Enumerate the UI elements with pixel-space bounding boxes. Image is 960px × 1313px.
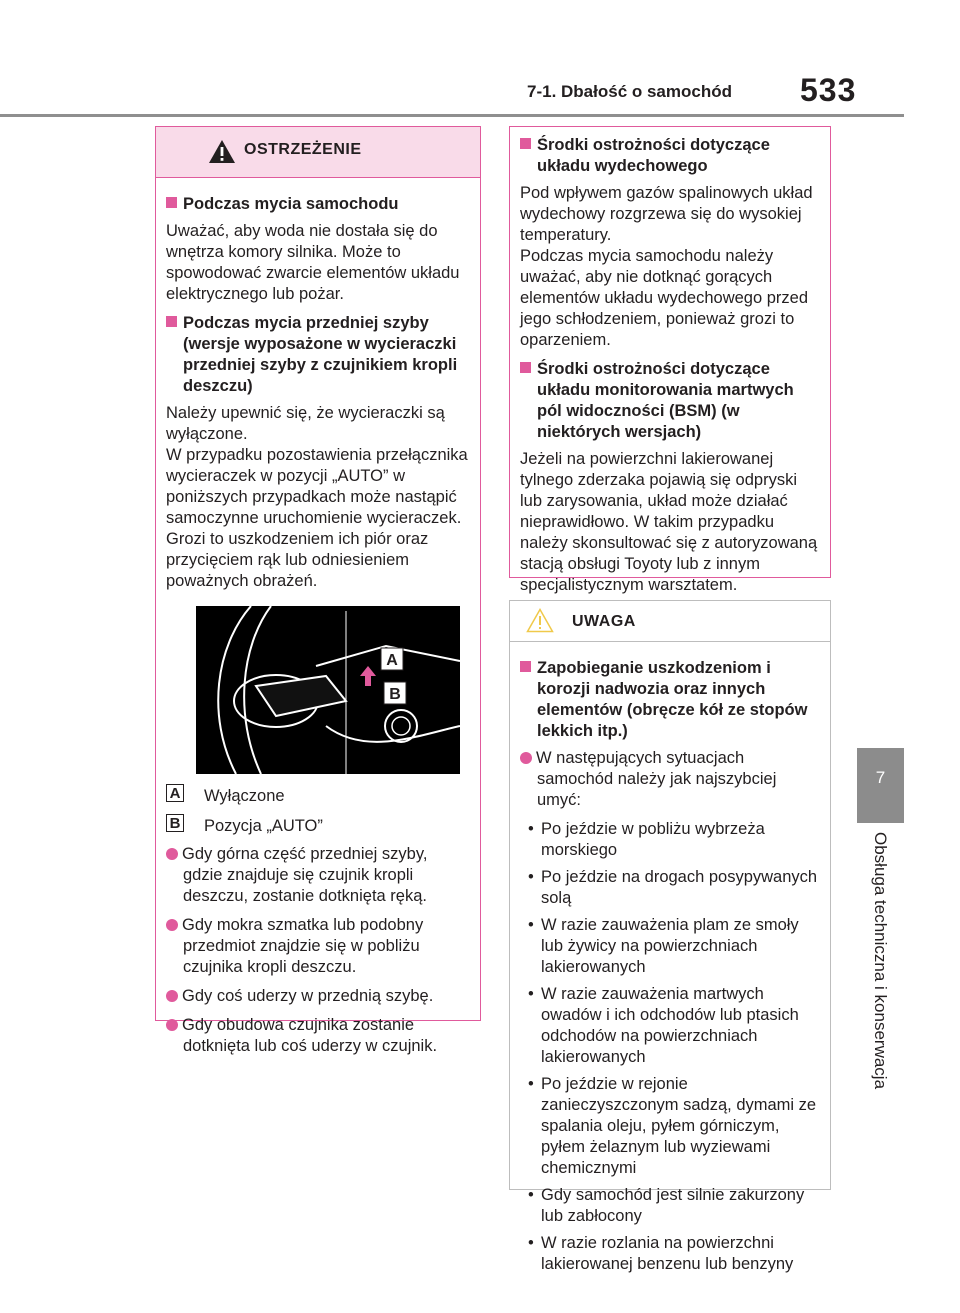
warning-heading-2: Podczas mycia przedniej szyby (wersje wyposażone w wycieraczki przedniej szyby z czujnikiem kropli deszczu) — [166, 313, 470, 397]
wiper-switch-figure — [196, 606, 460, 774]
notice-item: • W razie rozlania na powierzchni lakierowanej benzenu lub benzyny — [520, 1233, 820, 1275]
notice-box — [509, 600, 831, 1273]
warning-bullet: Gdy obudowa czujnika zostanie dotknięta lub coś uderzy w czujnik. — [166, 1015, 470, 1057]
circle-bullet-icon — [166, 990, 178, 1002]
exhaust-heading-1: Środki ostrożności dotyczące układu wydechowego — [520, 135, 820, 177]
circle-bullet-icon — [166, 848, 178, 860]
circle-bullet-icon — [520, 752, 532, 764]
notice-item: • Po jeździe na drogach posypywanych solą — [520, 867, 820, 909]
square-bullet-icon — [520, 138, 531, 149]
notice-item: • Gdy samochód jest silnie zakurzony lub zabłocony — [520, 1185, 820, 1227]
notice-title: UWAGA — [572, 613, 636, 630]
square-bullet-icon — [520, 661, 531, 672]
notice-heading: Zapobieganie uszkodzeniom i korozji nadwozia oraz innych elementów (obręcze kół ze stopów lekkich itp.) — [520, 658, 820, 742]
exhaust-heading-2: Środki ostrożności dotyczące układu monitorowania martwych pól widoczności (BSM) (w niektórych wersjach) — [520, 359, 820, 443]
warning-bullet: Gdy coś uderzy w przednią szybę. — [166, 986, 470, 1007]
square-bullet-icon — [166, 197, 177, 208]
warning-box — [155, 126, 481, 1055]
exhaust-paragraph-1b: Podczas mycia samochodu należy uważać, aby nie dotknąć gorących elementów układu wydechowego przed jego schłodzeniem, ponieważ grozi to oparzeniem. — [520, 247, 809, 349]
warning-paragraph-2a: Należy upewnić się, że wycieraczki są wyłączone. — [166, 404, 445, 443]
warning-triangle-icon — [208, 139, 236, 164]
header-rule — [0, 114, 904, 117]
legend-item-a: A Wyłączone — [166, 784, 470, 806]
exhaust-box — [509, 126, 831, 594]
chapter-tab: 7 — [857, 748, 904, 823]
circle-bullet-icon — [166, 1019, 178, 1031]
exhaust-paragraph-2: Jeżeli na powierzchni lakierowanej tylnego zderzaka pojawią się odpryski lub zarysowania, układ może działać nieprawidłowo. W takim przypadku należy skonsultować się z autoryzowaną stacją obsługi Toyoty lub z innym specjalistycznym warsztatem. — [520, 450, 818, 594]
warning-heading-1: Podczas mycia samochodu — [166, 194, 470, 215]
circle-bullet-icon — [166, 919, 178, 931]
notice-item: • W razie zauważenia martwych owadów i ich odchodów lub ptasich odchodów na powierzchniach lakierowanych — [520, 984, 820, 1068]
warning-box-header — [156, 127, 480, 178]
warning-paragraph-1: Uważać, aby woda nie dostała się do wnętrza komory silnika. Może to spowodować zwarcie elementów układu elektrycznego lub pożar. — [166, 222, 460, 303]
exhaust-paragraph-1a: Pod wpływem gazów spalinowych układ wydechowy rozgrzewa się do wysokiej temperatury. — [520, 184, 813, 244]
warning-bullet: Gdy górna część przedniej szyby, gdzie znajduje się czujnik kropli deszczu, zostanie dotknięta ręką. — [166, 844, 470, 907]
figure-label-b: B — [389, 686, 401, 703]
notice-item: • W razie zauważenia plam ze smoły lub żywicy na powierzchniach lakierowanych — [520, 915, 820, 978]
square-bullet-icon — [520, 362, 531, 373]
notice-item: • Po jeździe w pobliżu wybrzeża morskiego — [520, 819, 820, 861]
notice-box-header — [510, 601, 830, 642]
page-number: 533 — [800, 72, 857, 108]
notice-item: • Po jeździe w rejonie zanieczyszczonym sadzą, dymami ze spalania oleju, pyłem górniczym, pyłem żelaznym lub wyziewami chemicznymi — [520, 1074, 820, 1179]
figure-label-a: A — [386, 652, 398, 669]
legend-item-b: B Pozycja „AUTO” — [166, 814, 470, 836]
warning-bullet: Gdy mokra szmatka lub podobny przedmiot znajdzie się w pobliżu czujnika kropli deszczu. — [166, 915, 470, 978]
notice-intro: W następujących sytuacjach samochód należy jak najszybciej umyć: — [520, 748, 820, 811]
warning-title: OSTRZEŻENIE — [244, 141, 362, 158]
square-bullet-icon — [166, 316, 177, 327]
warning-paragraph-2b: W przypadku pozostawienia przełącznika wycieraczek w pozycji „AUTO” w poniższych przypadkach może nastąpić samoczynne uruchomienie wycieraczek. Grozi to uszkodzeniem ich piór oraz przycięciem rąk lub odniesieniem poważnych obrażeń. — [166, 446, 468, 590]
section-title: 7-1. Dbałość o samochód — [527, 82, 732, 101]
chapter-title: Obsługa techniczna i konserwacja — [871, 832, 890, 1090]
caution-triangle-icon — [526, 608, 554, 633]
